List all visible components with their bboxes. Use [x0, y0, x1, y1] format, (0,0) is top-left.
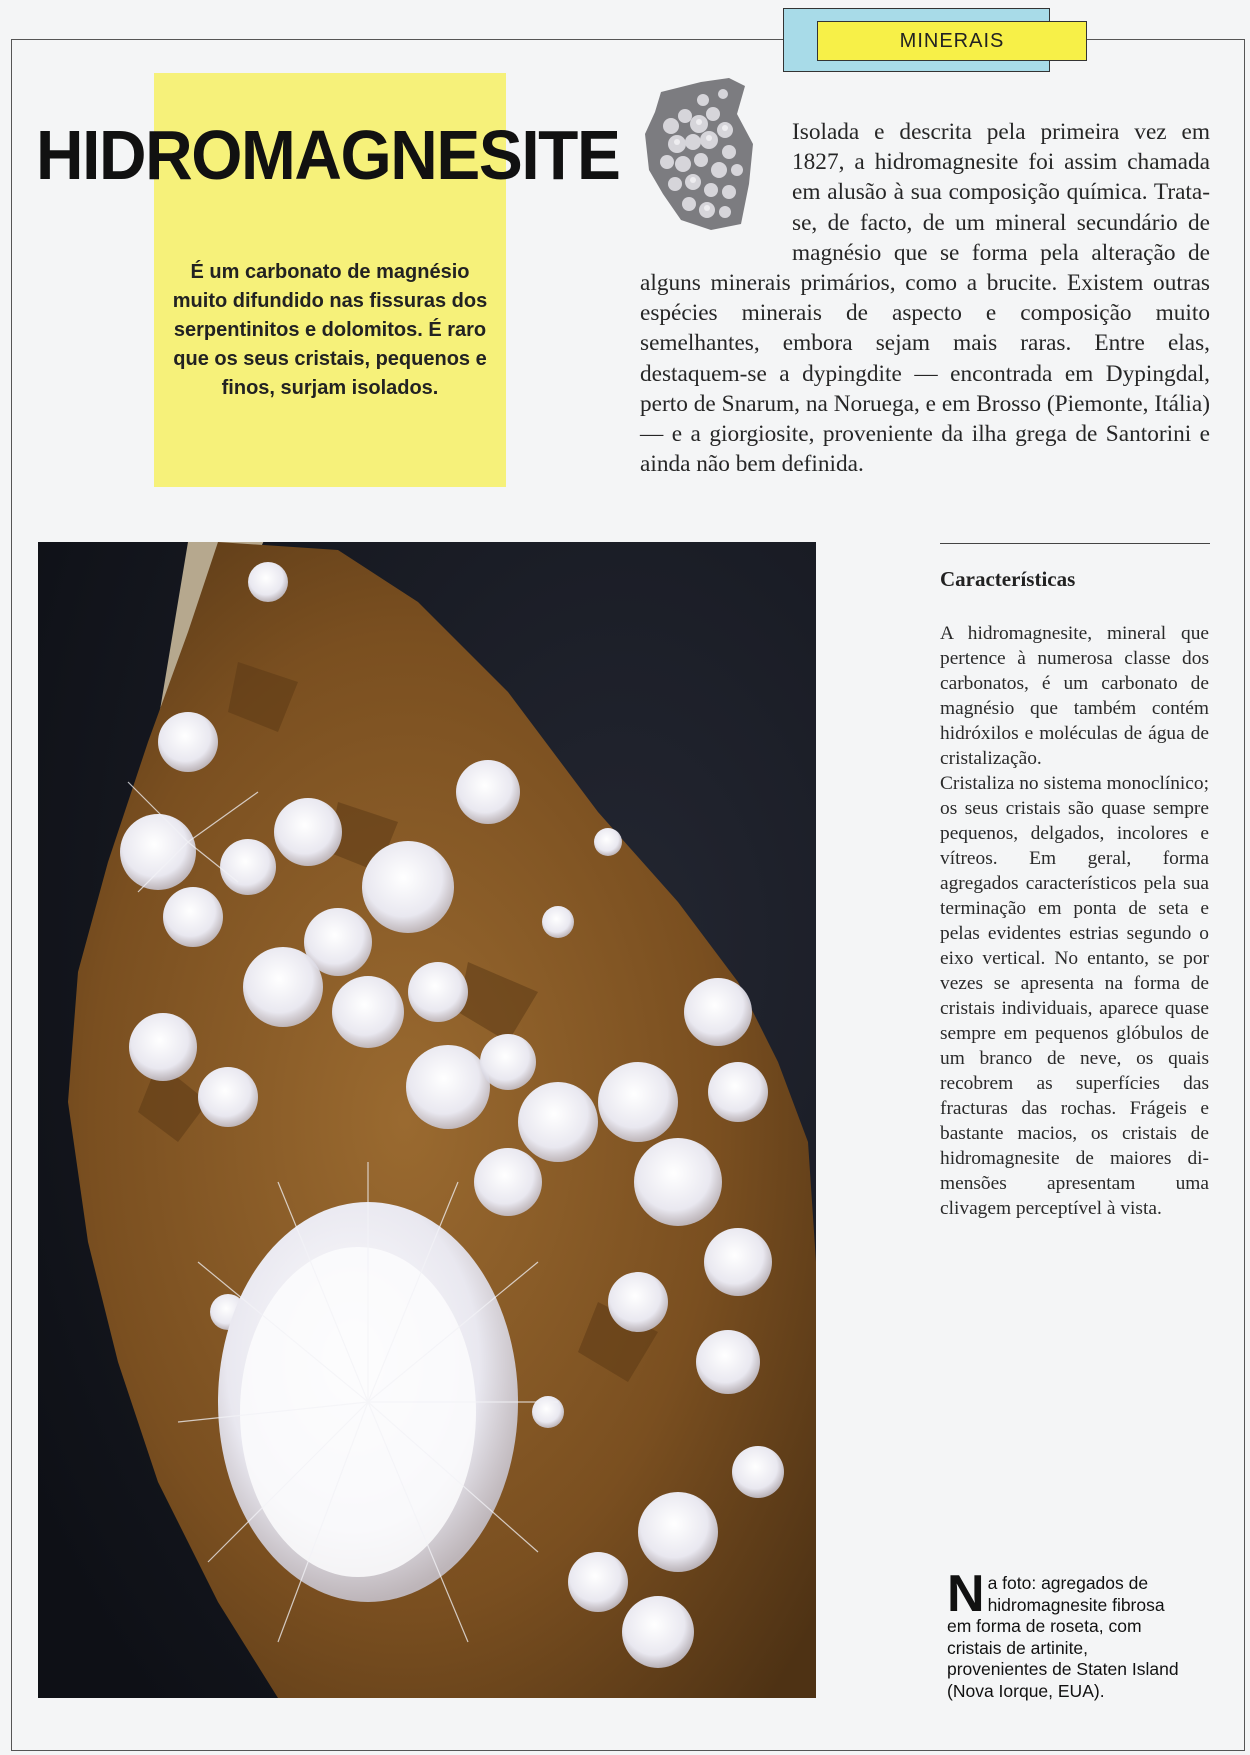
caption-dropcap: N: [947, 1565, 985, 1623]
page-title: HIDROMAGNESITE: [36, 116, 620, 194]
summary-text: É um carbonato de magnésio muito difundido nas fissuras dos serpentinitos e dolomitos. É raro que os seus cristais, pequenos e finos, surjam isolados.: [172, 261, 488, 399]
thumbnail-wrap-space: [640, 117, 792, 238]
sidebar-divider: [940, 543, 1210, 544]
intro-text: Isolada e descrita pela primeira vez em 1827, a hidromagnesite foi assim chamada em alusão à sua composição química. Trata-se, de facto, de um mineral secundário de magnésio que se forma pela alteração de alguns minerais primários, como a brucite. Existem outras espécies minerais de aspecto e composição muito semelhantes, embora sejam mais raras. Entre elas, destaquem-se a dypingdite — encontrada em Dypingdal, perto de Snarum, na Noruega, e em Brosso (Piemonte, Itália) — e a giorgiosite, proveniente da ilha grega de Santorini e ainda não bem definida.: [640, 119, 1210, 478]
mineral-photo: [38, 542, 816, 1698]
intro-paragraph: [640, 117, 1210, 479]
section-tag: MINERAIS: [817, 21, 1087, 61]
photo-caption: [947, 1565, 1192, 1702]
caption-text: a foto: agregados de hidromagnesite fibrosa em forma de roseta, com cristais de artinite, provenientes de Staten Island (Nova Iorque, EUA).: [947, 1573, 1179, 1701]
characteristics-body: [940, 621, 1209, 1221]
hydromagnesite-specimen-image: [38, 542, 816, 1698]
characteristics-heading: Características: [940, 567, 1076, 591]
characteristics-paragraph-1: A hidromagnesite, mineral que pertence à numerosa classe dos carbonatos, é um carbonato de magnésio que também contém hidróxilos e moléculas de água de cristalização.: [940, 623, 1209, 769]
characteristics-paragraph-2: Cristaliza no sistema monoclínico; os seus cristais são quase sempre pequenos, delgados, incolores e vítreos. Em geral, forma agregados característicos pela sua terminação em ponta de seta e pelas evidentes estrias segundo o eixo vertical. No entanto, se por vezes se apresenta na forma de cristais individuais, aparece quase sempre em pequenos glóbulos de um branco de neve, os quais recobrem as superfícies das fracturas das rochas. Frágeis e bastante macios, os cristais de hidromagnesite de maiores dimensões apresentam uma clivagem perceptível à vista.: [940, 773, 1209, 1219]
